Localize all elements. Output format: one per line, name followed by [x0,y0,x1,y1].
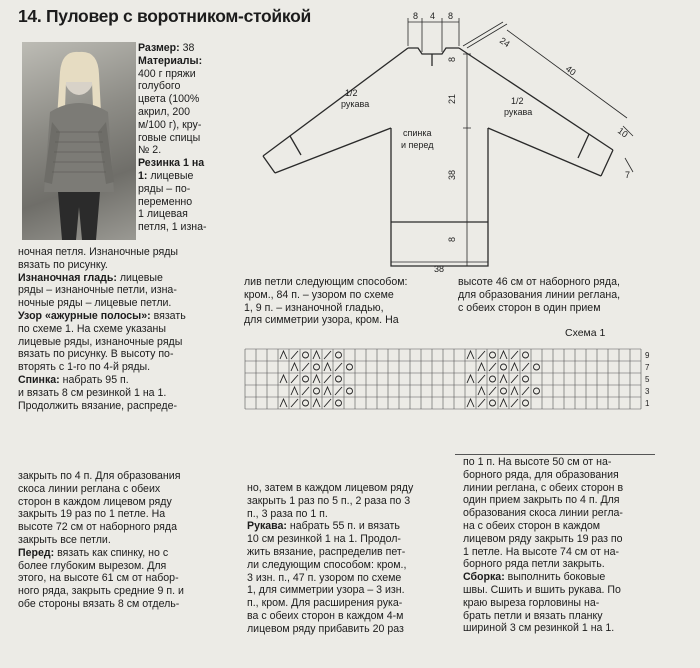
text-line [138,93,246,106]
text-line [18,246,240,259]
decrease-symbol [500,375,507,383]
dim-v21: 21 [447,93,457,104]
right-slant-symbol [302,387,309,395]
text-segment: для симметрии узора, кром. На [244,314,399,327]
text-line [463,494,673,507]
text-line [463,507,673,520]
text-segment: п., 3 раза по 1 п. [247,507,328,520]
text-segment: 400 г пряжи [138,67,196,80]
text-segment: этого, на высоте 61 см от набор- [18,572,179,585]
text-segment: скоса линии реглана с обеих [18,482,161,495]
text-line [18,470,240,483]
text-line [463,584,673,597]
text-segment: лицевом ряду закрыть 19 раз по [463,532,623,545]
text-segment: для образования линии реглана, [458,288,621,301]
decrease-symbol [324,387,331,395]
text-line [463,456,673,469]
text-line [247,495,457,508]
text-segment: по 1 п. На высоте 50 см от на- [463,456,612,468]
decrease-symbol [511,363,518,371]
text-segment: 38 [179,42,195,54]
right-slant-symbol [511,375,518,383]
text-segment: и вязать 8 см резинкой 1 на 1. [18,386,167,399]
yarn-over-symbol [523,376,529,382]
decrease-symbol [313,375,320,383]
row-number: 3 [645,387,650,396]
text-segment: набрать 55 п. и вязать [286,520,400,533]
text-line [463,482,673,495]
row-number: 5 [645,375,650,384]
decrease-symbol [467,375,474,383]
text-line [138,42,246,55]
text-segment: более глубоким вырезом. Для [18,559,167,572]
text-line [463,597,673,610]
text-segment: шириной 3 см резинкой 1 на 1. [463,622,615,635]
section-label: Сборка: [463,571,505,584]
text-line [18,534,240,547]
text-segment: борного ряда петли закрыть. [463,558,605,571]
text-line [138,170,246,183]
text-line [463,558,673,571]
text-line [247,572,457,585]
yarn-over-symbol [490,352,496,358]
yarn-over-symbol [303,400,309,406]
text-line [138,80,246,93]
yarn-over-symbol [523,400,529,406]
text-line [18,284,240,297]
text-segment: лицевом ряду прибавить 20 раз [247,622,404,635]
text-line [463,469,673,482]
text-line [458,289,668,302]
text-line [247,482,457,495]
text-column-3-lower [463,456,673,635]
yarn-over-symbol [336,376,342,382]
right-slant-symbol [522,363,529,371]
text-segment: вязать по рисунку. [18,258,108,271]
text-segment: вязать как спинку, но с [54,546,169,559]
text-line [247,610,457,623]
text-line [138,157,246,170]
text-line [18,400,240,413]
yarn-over-symbol [314,388,320,394]
text-column-1-lower [18,470,240,611]
text-line [18,348,240,361]
sleeve-right-frac: 1/2 [511,96,524,106]
decrease-symbol [500,351,507,359]
text-segment: цвета (100% [138,93,200,106]
decrease-symbol [280,399,287,407]
decrease-symbol [291,387,298,395]
decrease-symbol [313,399,320,407]
text-column-2-lower [247,482,457,636]
text-line [247,597,457,610]
decrease-symbol [324,363,331,371]
right-slant-symbol [511,351,518,359]
dim-sleeve-length: 40 [563,63,578,78]
text-segment: лив петли следующим способом: [244,276,408,288]
text-line [138,183,246,196]
right-slant-symbol [324,351,331,359]
text-segment: вязать [150,309,186,322]
text-segment: ряды – изнаночные петли, изна- [18,284,177,297]
text-line [244,302,454,315]
text-line [18,259,240,272]
text-line [18,361,240,374]
text-line [138,221,246,234]
text-segment: акрил, 200 [138,105,191,118]
text-line [244,289,454,302]
text-segment: 1, 9 п. – изнаночной гладью, [244,301,384,314]
section-label: Резинка 1 на [138,157,205,170]
decrease-symbol [280,351,287,359]
text-line [463,533,673,546]
sleeve-left-frac: 1/2 [345,88,358,98]
text-segment: 3 изн. п., 47 п. узором по схеме [247,571,402,584]
yarn-over-symbol [303,352,309,358]
text-column-1 [18,246,240,412]
text-segment: брать петли и вязать планку [463,609,603,622]
text-segment: высоте 72 см от наборного ряда [18,521,177,534]
text-line [18,560,240,573]
text-line [138,119,246,132]
yarn-over-symbol [523,352,529,358]
right-slant-symbol [478,399,485,407]
text-segment: выполнить боковые [504,571,606,584]
text-segment: 1 петле. На высоте 74 см от на- [463,545,620,558]
text-line [458,276,668,289]
section-label: Изнаночная гладь: [18,271,117,284]
text-segment: голубого [138,80,181,93]
text-line [18,585,240,598]
text-segment: закрыть 1 раз по 5 п., 2 раза по 3 [247,494,411,507]
text-line [138,55,246,68]
text-segment: вторять с 1-го по 4-й ряды. [18,361,151,374]
sleeve-right-label: рукава [504,107,533,117]
row-number: 1 [645,399,650,408]
body-label-1: спинка [403,128,432,138]
dim-cuff: 10 [615,125,630,140]
yarn-over-symbol [534,388,540,394]
section-label: Узор «ажурные полосы»: [18,309,151,322]
section-label: Материалы: [138,54,203,67]
text-line [247,559,457,572]
text-line [138,106,246,119]
text-segment: переменно [138,195,193,208]
text-line [138,132,246,145]
text-line [18,310,240,323]
dim-bottom: 38 [434,264,445,272]
text-segment: лицевые [147,169,194,182]
text-segment: ного ряда, закрыть средние 9 п. и [18,585,184,598]
decrease-symbol [500,399,507,407]
text-segment: Продолжить вязание, распреде- [18,399,178,412]
section-label: Размер: [138,42,180,54]
text-line [138,68,246,81]
text-segment: линии реглана, с обеих сторон в [463,481,624,494]
right-slant-symbol [489,363,496,371]
text-segment: п., кром. Для расширения рука- [247,597,403,610]
text-line [244,276,454,289]
text-line [18,521,240,534]
text-line [18,572,240,585]
dim-cuff-width: 7 [625,170,631,180]
dim-top-1: 8 [413,11,419,21]
decrease-symbol [291,363,298,371]
text-line [18,272,240,285]
text-segment: жить вязание, распределив пет- [247,545,406,558]
page-title: 14. Пуловер с воротником-стойкой [18,6,311,26]
model-photo [22,42,136,240]
text-segment: ночные ряды – лицевые петли. [18,297,172,310]
text-segment: говые спицы [138,131,201,144]
text-segment: закрыть по 4 п. Для образования [18,470,181,482]
right-slant-symbol [291,351,298,359]
text-segment: вязать по рисунку. В высоту по- [18,348,174,361]
text-line [244,314,454,327]
text-line [138,196,246,209]
text-segment: лицевые [116,271,163,284]
dim-top-3: 8 [448,11,454,21]
decrease-symbol [478,387,485,395]
text-segment: петля, 1 изна- [138,221,207,234]
text-segment: ряды – по- [138,182,191,195]
section-label: 1: [138,169,148,182]
text-line [18,323,240,336]
text-segment: лицевые ряды, изнаночные ряды [18,335,183,348]
text-segment: № 2. [138,144,162,157]
right-slant-symbol [324,375,331,383]
text-line [18,496,240,509]
decrease-symbol [313,351,320,359]
pattern-diagram [245,8,665,272]
text-segment: швы. Сшить и вшить рукава. По [463,583,621,596]
yarn-over-symbol [347,364,353,370]
text-line [463,622,673,635]
right-slant-symbol [478,351,485,359]
text-line [458,302,668,315]
text-line [247,546,457,559]
text-line [18,297,240,310]
section-label: Спинка: [18,373,60,386]
text-segment: по схеме 1. На схеме указаны [18,322,166,335]
right-slant-symbol [324,399,331,407]
text-line [247,508,457,521]
text-line [463,571,673,584]
text-segment: закрыть 19 раз по 1 петле. На [18,508,166,521]
row-number: 9 [645,351,650,360]
text-segment: 10 см резинкой 1 на 1. Продол- [247,533,401,546]
right-slant-symbol [335,363,342,371]
decrease-symbol [280,375,287,383]
right-slant-symbol [302,363,309,371]
text-line [18,547,240,560]
decrease-symbol [467,351,474,359]
dim-v8b: 8 [447,236,457,242]
body-label-2: и перед [401,140,434,150]
right-slant-symbol [478,375,485,383]
yarn-over-symbol [501,364,507,370]
text-segment: один прием закрыть по 4 п. Для [463,494,620,507]
text-segment: но, затем в каждом лицевом ряду [247,482,414,494]
text-segment: на с обеих сторон в каждом [463,519,601,532]
right-slant-symbol [291,399,298,407]
text-line [247,533,457,546]
text-line [463,546,673,559]
text-line [463,610,673,623]
scheme-title: Схема 1 [565,327,606,339]
text-segment: 1 лицевая [138,208,188,221]
text-segment: высоте 46 см от наборного ряда, [458,276,620,288]
yarn-over-symbol [303,376,309,382]
dim-v8: 8 [447,56,457,62]
text-segment: ночная петля. Изнаночные ряды [18,246,178,258]
text-line [247,623,457,636]
yarn-over-symbol [347,388,353,394]
text-line [18,336,240,349]
text-line [18,387,240,400]
row-number: 7 [645,363,650,372]
right-slant-symbol [335,387,342,395]
text-segment: ва с обеих сторон в каждом 4-м [247,609,404,622]
decrease-symbol [478,363,485,371]
section-label: Рукава: [247,520,287,533]
text-line [138,144,246,157]
right-slant-symbol [511,399,518,407]
text-segment: ли следующим способом: кром., [247,558,407,571]
text-segment: м/100 г), кру- [138,118,202,131]
dim-slope: 24 [497,35,512,50]
text-segment: набрать 95 п. [59,373,129,386]
text-segment: закрыть все петли. [18,533,111,546]
text-line [18,508,240,521]
text-line [18,483,240,496]
text-segment: образования скоса линии регла- [463,507,623,520]
text-column-2 [244,276,454,327]
yarn-over-symbol [501,388,507,394]
text-segment: краю выреза горловины на- [463,596,600,609]
yarn-over-symbol [490,376,496,382]
text-line [18,374,240,387]
text-segment: кром., 84 п. – узором по схеме [244,288,394,301]
sleeve-left-label: рукава [341,99,370,109]
text-line [463,520,673,533]
yarn-over-symbol [534,364,540,370]
materials-column [138,42,246,234]
column-divider [455,454,655,455]
section-label: Перед: [18,546,55,559]
text-segment: сторон в каждом лицевом ряду [18,495,172,508]
right-slant-symbol [291,375,298,383]
text-segment: 1, для симметрии узора – 3 изн. [247,584,405,597]
decrease-symbol [467,399,474,407]
dim-v38: 38 [447,169,457,180]
yarn-over-symbol [336,400,342,406]
yarn-over-symbol [314,364,320,370]
decrease-symbol [511,387,518,395]
yarn-over-symbol [490,400,496,406]
right-slant-symbol [522,387,529,395]
text-segment: с обеих сторон в один прием [458,301,601,314]
scheme-1-chart [243,345,663,415]
right-slant-symbol [489,387,496,395]
text-segment: борного ряда, для образования [463,468,619,481]
text-column-3 [458,276,668,314]
text-line [247,584,457,597]
text-line [18,598,240,611]
text-line [247,520,457,533]
dim-top-2: 4 [430,11,436,21]
text-segment: обе стороны вязать 8 см отдель- [18,597,180,610]
yarn-over-symbol [336,352,342,358]
text-line [138,208,246,221]
